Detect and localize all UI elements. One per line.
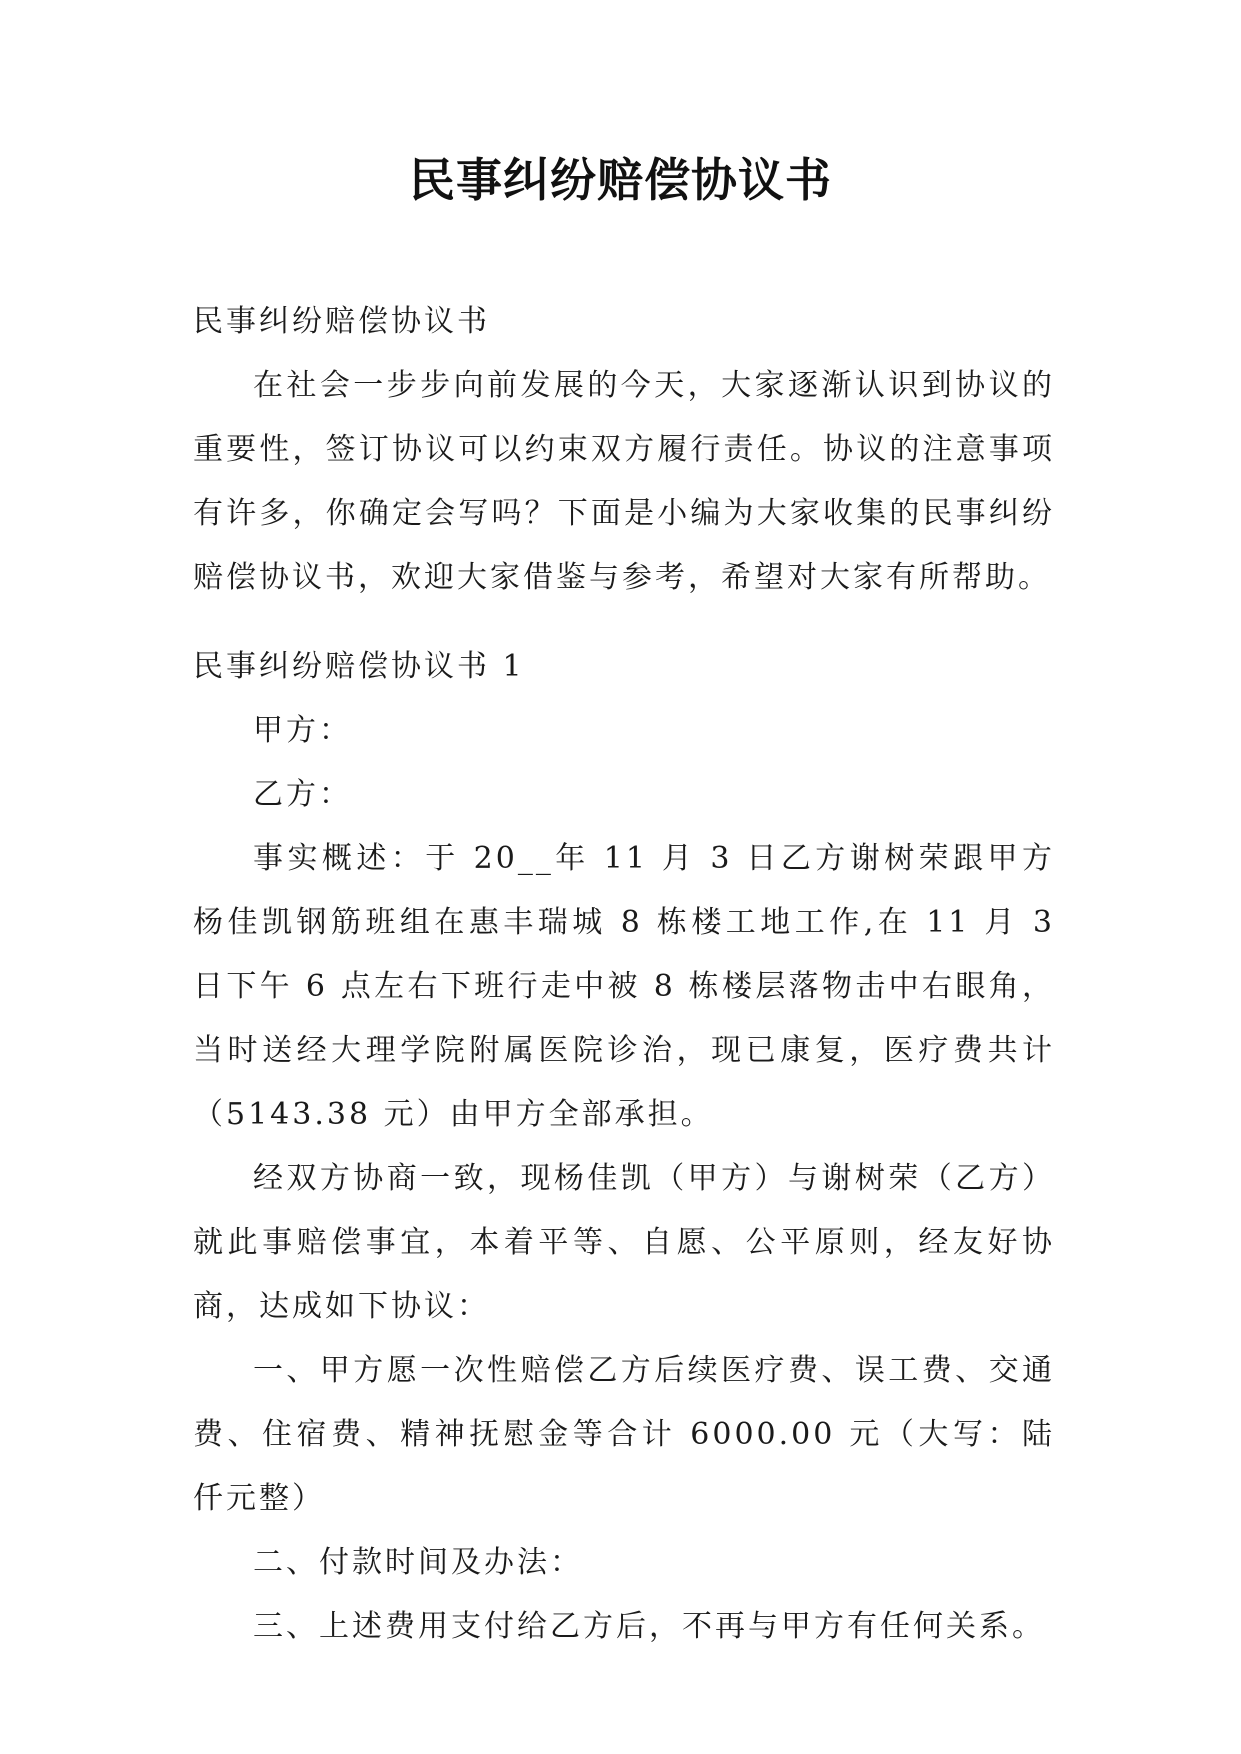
document-title: 民事纠纷赔偿协议书: [409, 153, 832, 207]
clause-one: 一、甲方愿一次性赔偿乙方后续医疗费、误工费、交通费、住宿费、精神抚慰金等合计 6000.00 元（大写：陆仟元整）: [193, 1353, 1055, 1516]
intro-paragraph: 在社会一步步向前发展的今天，大家逐渐认识到协议的重要性，签订协议可以约束双方履行责任。协议的注意事项有许多，你确定会写吗？下面是小编为大家收集的民事纠纷赔偿协议书，欢迎大家借鉴与参考，希望对大家有所帮助。: [193, 368, 1055, 595]
section-heading-agreement-1: 民事纠纷赔偿协议书 1: [193, 649, 525, 684]
section-heading-intro: 民事纠纷赔偿协议书: [193, 304, 490, 339]
document-body: [193, 290, 1055, 1659]
clause-two: 二、付款时间及办法：: [253, 1545, 583, 1580]
party-b-line: 乙方：: [253, 777, 352, 812]
consensus-paragraph: 经双方协商一致，现杨佳凯（甲方）与谢树荣（乙方）就此事赔偿事宜，本着平等、自愿、公平原则，经友好协商，达成如下协议：: [193, 1161, 1055, 1324]
facts-paragraph: 事实概述：于 20__年 11 月 3 日乙方谢树荣跟甲方杨佳凯钢筋班组在惠丰瑞城 8 栋楼工地工作,在 11 月 3 日下午 6 点左右下班行走中被 8 栋楼层落物击中右眼角，当时送经大理学院附属医院诊治，现已康复，医疗费共计（5143.38 元）由甲方全部承担。: [193, 841, 1055, 1132]
clause-three: 三、上述费用支付给乙方后，不再与甲方有任何关系。: [253, 1609, 1045, 1644]
party-a-line: 甲方：: [253, 713, 352, 748]
